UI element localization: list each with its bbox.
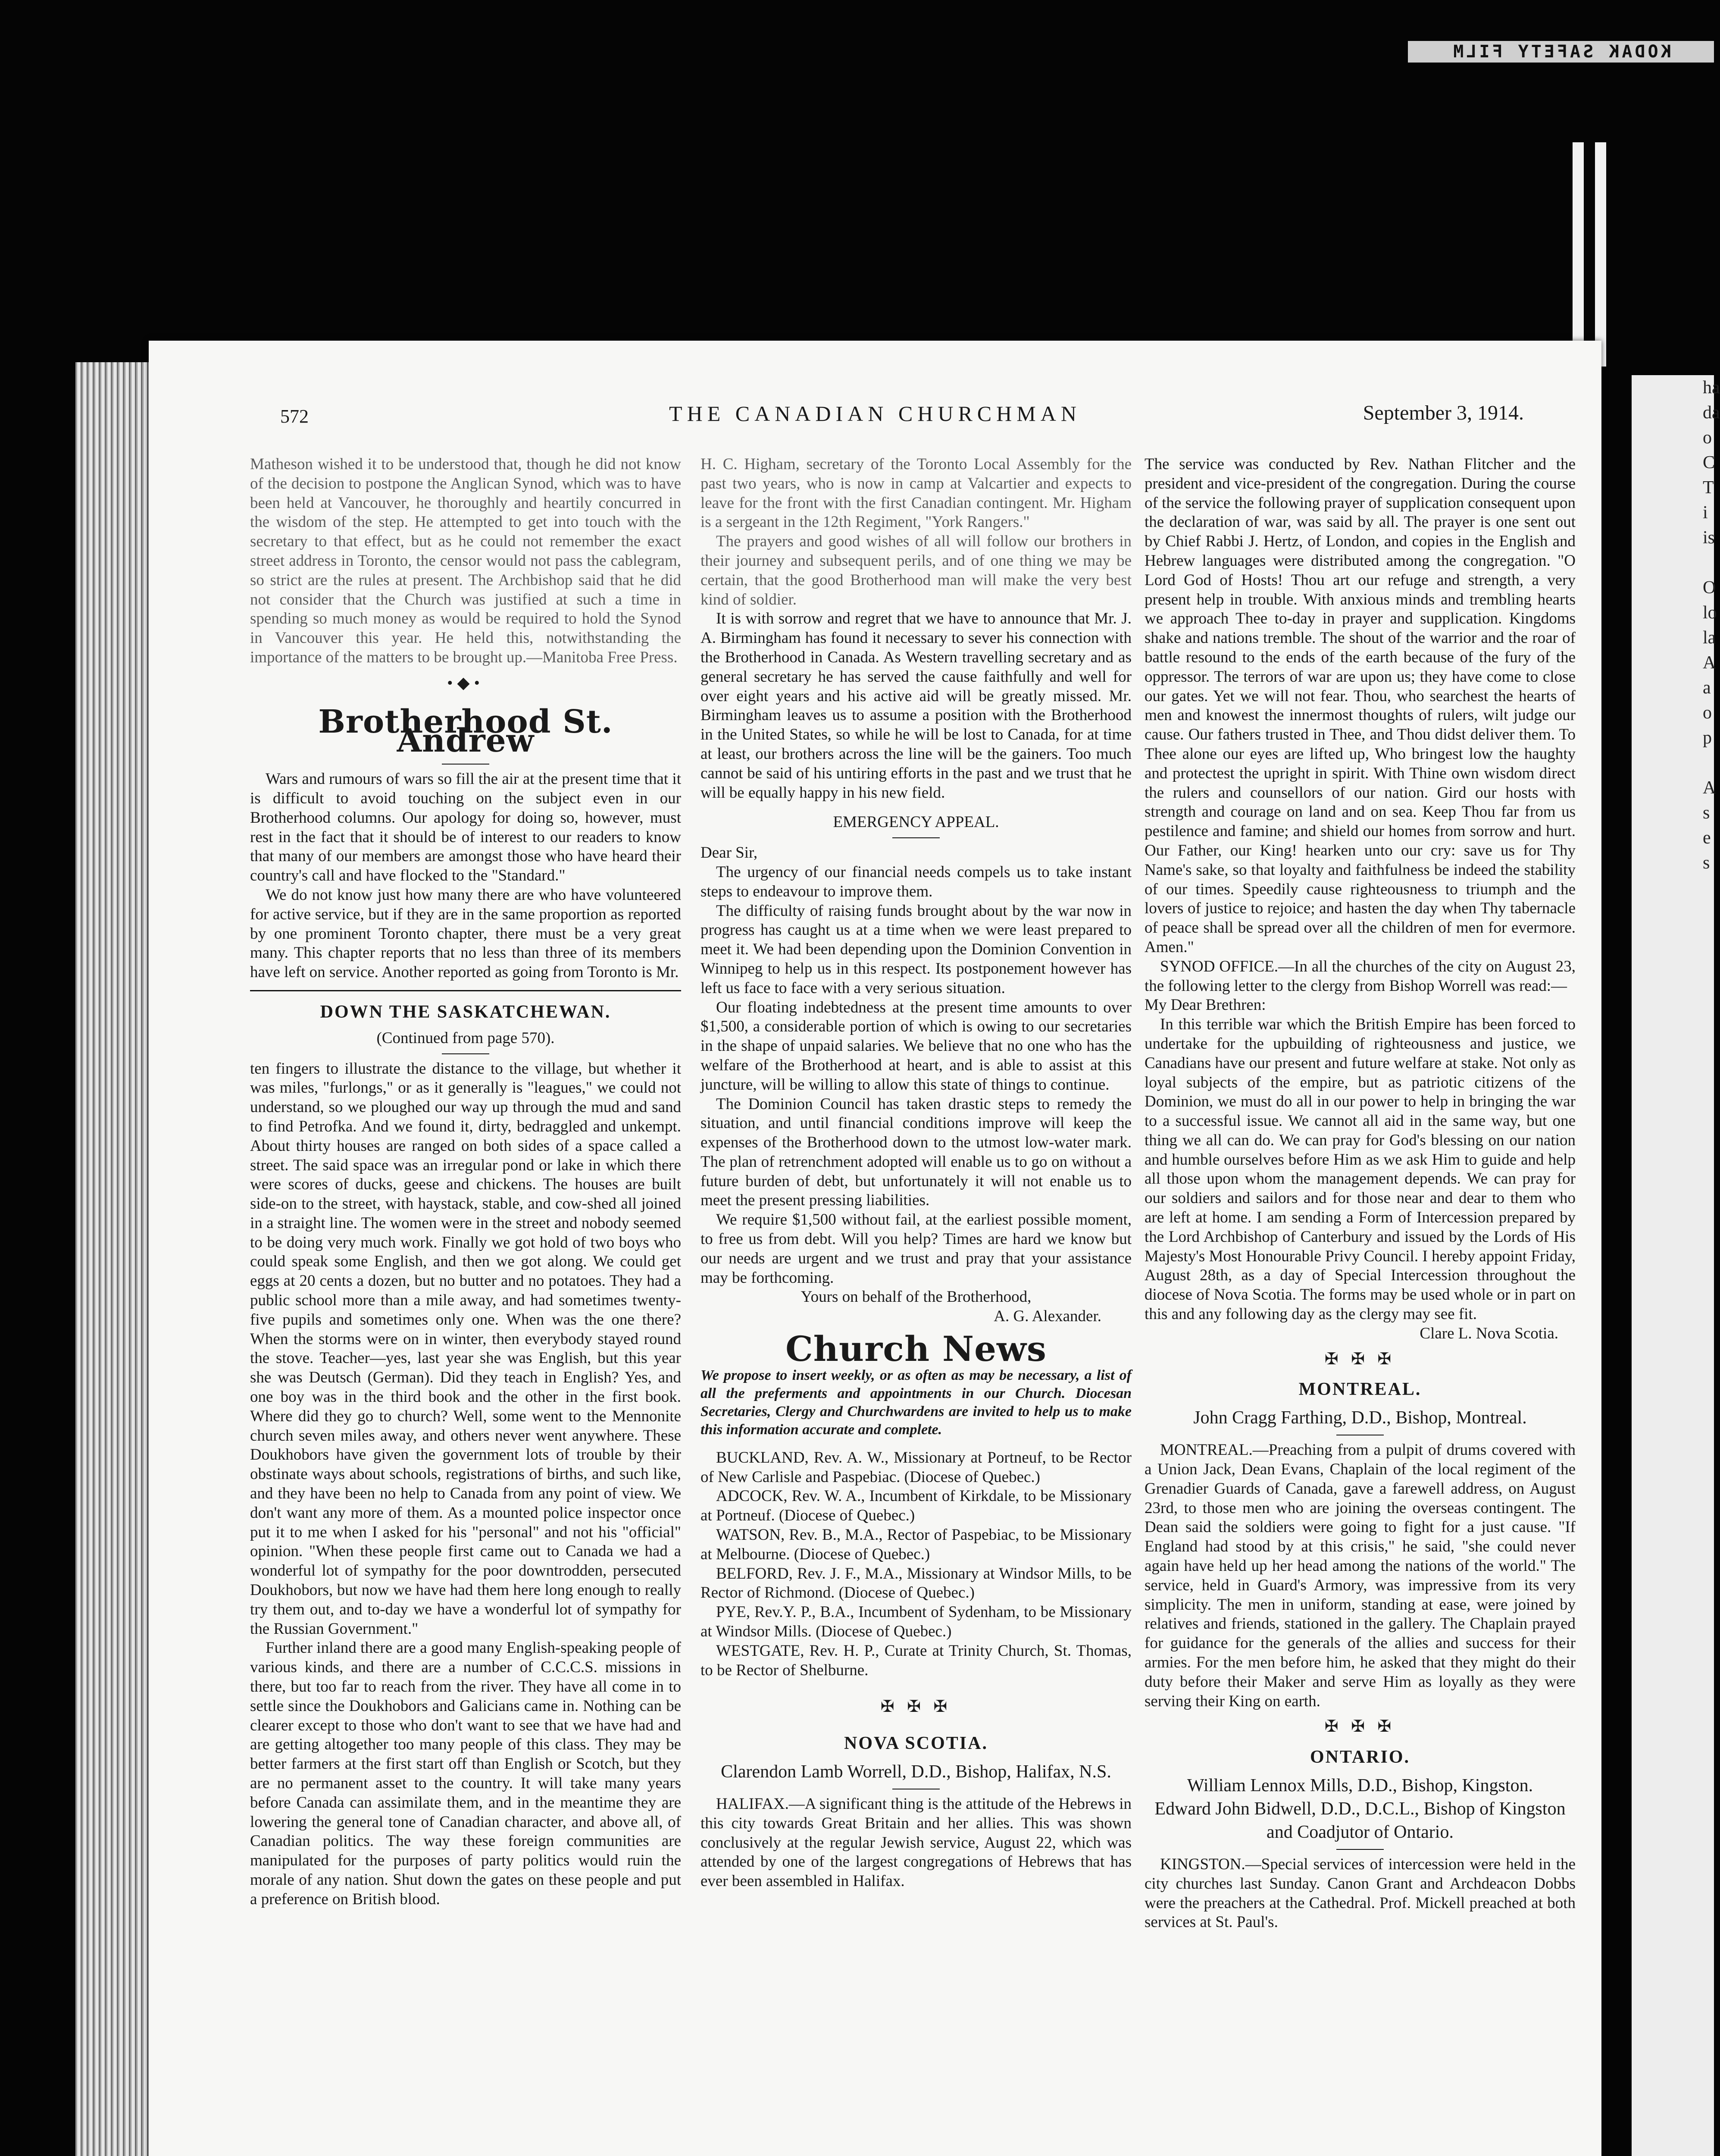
- paragraph: ten fingers to illustrate the distance to the village, but whether it was miles, "furlongs," or as it generally is "leagues," we could not understand, so we ploughed our way up through the mud and sand to find Petrofka. And we found it, dirty, bedraggled and unkempt. About thirty houses are ranged on both sides of a space called a street. The said space was an irregular pond or lake in which there were scores of ducks, geese and chickens. The houses are built side-on to the street, with haystack, stable, and cow-shed all joined in a straight line. The women were in the street and nobody seemed to be doing very much work. Finally we got hold of two boys who could speak some English, and then we got along. We could get eggs at 20 cents a dozen, but no butter and no potatoes. They had a public school more than a mile away, and had sometimes twenty-five pupils and sometimes only one. When was the one there? When the storms were on in winter, then everybody stayed round the stove. Teacher—yes, last year she was English, but this year she was Deutsch (German). Did they teach in English? Yes, and one boy was in the third book and the other in the first book. Where did they go to church? Well, some went to the Mennonite church seven miles away, and others never went anywhere. These Doukhobors have given the government lots of trouble by their obstinate ways about schools, registrations of births, and such like, and they have been no help to Canada from any point of view. We don't want any more of them. As a mounted police inspector once put it to me when I asked for his "personal" and not his "official" opinion. "When these people first came out to Canada we had a wonderful lot of sympathy for the poor downtrodden, persecuted Doukhobors, but now we have had them here long enough to really try them out, and to-day we have a wonderful lot of sympathy for the Russian Government.": [250, 1059, 681, 1638]
- diocese-title-ontario: ONTARIO.: [1310, 1747, 1410, 1767]
- divider: [1336, 1849, 1384, 1850]
- section-title-appeal: EMERGENCY APPEAL.: [833, 813, 999, 831]
- church-news-intro: We propose to insert weekly, or as often as may be necessary, a list of all the preferments and appointments in our Church. Diocesan Secretaries, Clergy and Churchwardens are invited to help us to make this information accurate and complete.: [701, 1367, 1132, 1438]
- divider: [442, 764, 489, 765]
- next-page-fragment: O: [1703, 578, 1716, 598]
- paragraph: The difficulty of raising funds brought about by the war now in progress has caught us at a time when we were least prepared to meet it. We had been depending upon the Dominion Convention in Winnipeg to help us in this respect. Its postponement however has left us face to face with a very serious situation.: [701, 902, 1132, 997]
- paragraph: Further inland there are a good many English-speaking people of various kinds, and there are a number of C.C.C.S. missions in there, but too far to reach from the river. They have all come in to settle since the Doukhobors and Galicians came in. Nothing can be clearer except to those who don't want to see that we have had and are getting altogether too many people of this class. They may be better farmers at the first start off than English or Scotch, but they are no permanent asset to the country. It will take many years before Canada can assimilate them, and in the meantime they are lowering the general tone of Canadian character, and above all, of Canadian politics. The way these foreign communities are manipulated for the purposes of party politics would ruin the morale of any nation. Shut down the gates on these people and put a preference on British blood.: [250, 1639, 681, 1908]
- issue-date: September 3, 1914.: [1363, 401, 1524, 424]
- salutation: Dear Sir,: [701, 844, 758, 862]
- article-title-saskatchewan: DOWN THE SASKATCHEWAN.: [320, 1002, 611, 1022]
- closing: Yours on behalf of the Brotherhood,: [801, 1288, 1032, 1306]
- next-page-fragment: lo: [1703, 603, 1717, 623]
- divider: [442, 1053, 489, 1054]
- film-mark-bar: [1573, 142, 1584, 367]
- page-header: [149, 401, 1601, 431]
- list-item: WESTGATE, Rev. H. P., Curate at Trinity Church, St. Thomas, to be Rector of Shelburne.: [701, 1642, 1132, 1679]
- signature: A. G. Alexander.: [994, 1307, 1101, 1326]
- paragraph: SYNOD OFFICE.—In all the churches of the city on August 23, the following letter to the clergy from Bishop Worrell was read:—: [1145, 957, 1576, 995]
- masthead: THE CANADIAN CHURCHMAN: [669, 401, 1081, 426]
- next-page-fragment: s: [1703, 853, 1710, 873]
- next-page-fragment: [1632, 750, 1714, 775]
- next-page-fragment: i: [1703, 503, 1708, 523]
- next-page-fragment: o: [1703, 703, 1712, 723]
- list-item: BUCKLAND, Rev. A. W., Missionary at Portneuf, to be Rector of New Carlisle and Paspebiac. (Diocese of Quebec.): [701, 1448, 1132, 1486]
- stars-divider: ✠ ✠ ✠: [1324, 1717, 1396, 1736]
- paragraph: The service was conducted by Rev. Nathan Flitcher and the president and vice-president of the congregation. During the course of the service the following prayer of supplication consequent upon the declaration of war, was said by all. The prayer is one sent out by Chief Rabbi J. Hertz, of London, and copies in the English and Hebrew languages were distributed among the congregation. "O Lord God of Hosts! Thou art our refuge and strength, a very present help in trouble. With anxious minds and trembling hearts we approach Thee to-day in prayer and supplication. Kingdoms shake and nations tremble. The shout of the warrior and the roar of battle resound to the ends of the earth because of the fury of the oppressor. The terrors of war are upon us; they have come to close our gates. Yet we will not fear. Thou, who searchest the hearts of men and knowest the innermost thoughts of rulers, wilt judge our cause. Our fathers trusted in Thee, and Thou didst deliver them. To Thee alone our eyes are lifted up, Who bringest low the haughty and protectest the upright in spirit. With Thine own wisdom direct the rulers and counsellors of our nation. Gird our hosts with strength and courage on land and on sea. Keep Thou far from us pestilence and famine; and shield our homes from sorrow and hurt. Our Father, our King! hearken unto our cry: save us for Thy Name's sake, so that loyalty and faithfulness be indeed the stability of our times. Speedily cause righteousness to triumph and the lovers of justice to rejoice; and hasten the day when Thy tabernacle of peace shall be spread over all the children of men for evermore. Amen.": [1145, 455, 1576, 956]
- next-page-fragment: a: [1703, 678, 1711, 698]
- paragraph: H. C. Higham, secretary of the Toronto Local Assembly for the past two years, who is now in camp at Valcartier and expects to leave for the front with the first Canadian contingent. Mr. Higham is a sergeant in the 12th Regiment, "York Rangers.": [701, 455, 1132, 531]
- stars-divider: ✠ ✠ ✠: [880, 1698, 952, 1716]
- next-page-fragment: A: [1703, 778, 1716, 798]
- film-edge-label: KODAK SAFETY FILM: [1408, 41, 1714, 63]
- paragraph: We do not know just how many there are who have volunteered for active service, but if they are in the same proportion as reported by one prominent Toronto chapter, there must be a very great many. This chapter reports that no less than three of its members have left on service. Another reported as going from Toronto is Mr.: [250, 886, 681, 981]
- diocese-title-montreal: MONTREAL.: [1298, 1379, 1422, 1400]
- paragraph: The prayers and good wishes of all will follow our brothers in their journey and subsequent perils, and of one thing we may be certain, that the good Brotherhood man will make the very best kind of soldier.: [701, 533, 1132, 608]
- next-page-fragment: la: [1703, 628, 1716, 648]
- next-page-fragment: T: [1703, 478, 1714, 498]
- continued-note: (Continued from page 570).: [376, 1029, 555, 1047]
- ornament-divider: •◆•: [447, 674, 484, 692]
- next-page-fragment: da: [1703, 403, 1720, 423]
- paragraph: The urgency of our financial needs compels us to take instant steps to endeavour to improve them.: [701, 863, 1132, 900]
- stars-divider: ✠ ✠ ✠: [1324, 1350, 1396, 1368]
- paragraph: Wars and rumours of wars so fill the air at the present time that it is difficult to avoid touching on the subject even in our Brotherhood columns. Our apology for doing so, however, must rest in the fact that it should be of interest to our readers to know that many of our members are amongst those who have heard their country's call and have flocked to the "Standard.": [250, 770, 681, 885]
- film-mark-bar: [1595, 142, 1606, 367]
- paragraph: MONTREAL.—Preaching from a pulpit of drums covered with a Union Jack, Dean Evans, Chaplain of the local regiment of the Grenadier Guards of Canada, gave a farewell address, on August 23rd, to those men who are joining the overseas contingent. The Dean said the soldiers were going to fight for a just cause. "If England had stood by at this crisis," he said, "she could never again have held up her head among the nations of the world." The service, held in Guard's Armory, was impressive from its very simplicity. The men in uniform, standing at ease, were joined by relatives and friends, stationed in the gallery. The Chaplain prayed for guidance for the generals of the allies and success for their armies. For the men before him, he asked that they might do their duty before their Maker and serve Him as loyally as they were serving their King on earth.: [1145, 1441, 1576, 1710]
- section-title-church-news: Church News: [785, 1329, 1047, 1369]
- paragraph: It is with sorrow and regret that we have to announce that Mr. J. A. Birmingham has found it necessary to sever his connection with the Brotherhood in Canada. As Western travelling secretary and as general secretary he has served the cause faithfully and well for over eight years and his active aid will be greatly missed. Mr. Birmingham leaves us to assume a position with the Brotherhood in the United States, so while he will be lost to Canada, for at time at least, our brothers across the line will be the gainers. Too much cannot be said of his untiring efforts in the past and we trust that he will be equally happy in his new field.: [701, 610, 1132, 802]
- paragraph: Matheson wished it to be understood that, though he did not know of the decision to postpone the Anglican Synod, which was to have been held at Vancouver, he thoroughly and heartily concurred in the wisdom of the step. He attempted to get into touch with the secretary to that effect, but as he could not remember the exact street address in Toronto, the censor would not pass the cablegram, so strict are the rules at present. The Archbishop said that he did not consider that the Church was justified at such a time in spending so much money as would be required to hold the Synod in Vancouver this year. He held this, notwithstanding the importance of the matters to be brought up.—Manitoba Free Press.: [250, 455, 681, 666]
- list-item: BELFORD, Rev. J. F., M.A., Missionary at Windsor Mills, to be Rector of Richmond. (Diocese of Quebec.): [701, 1564, 1132, 1602]
- paragraph: In this terrible war which the British Empire has been forced to undertake for the upbuilding of righteousness and justice, we Canadians have our present and future welfare at stake. Not only as loyal subjects of the empire, but as patriotic citizens of the Dominion, we must do all in our power to help in bringing the war to a successful issue. We cannot all aid in the same way, but one thing we all can do. We can pray for God's blessing on our nation and humble ourselves before Him as we ask Him to guide and help all those upon whom the management depends. We can pray for our soldiers and sailors and for those near and dear to them who are left at home. I am sending a Form of Intercession prepared by the Lord Archbishop of Canterbury and issued by the Lords of His Majesty's Most Honourable Privy Council. I hereby appoint Friday, August 28th, as a day of Special Intercession throughout the diocese of Nova Scotia. The forms may be used whole or in part on this and any following day as the clergy may see fit.: [1145, 1015, 1576, 1323]
- column-left: [250, 455, 681, 1909]
- page-number: 572: [280, 406, 309, 427]
- next-page-fragment: p: [1703, 728, 1712, 748]
- next-page-fragment: A: [1703, 653, 1716, 673]
- bishop-line: William Lennox Mills, D.D., Bishop, Kingston.: [1187, 1776, 1533, 1796]
- divider: [250, 990, 681, 991]
- paragraph: KINGSTON.—Special services of intercession were held in the city churches last Sunday. Canon Grant and Archdeacon Dobbs were the preachers at the Cathedral. Prof. Mickell preached at both services at St. Paul's.: [1145, 1855, 1576, 1931]
- next-page-fragment: o: [1703, 428, 1712, 448]
- newspaper-page: [149, 341, 1601, 2156]
- paragraph: The Dominion Council has taken drastic steps to remedy the situation, and until financial conditions improve will keep the expenses of the Brotherhood down to the utmost low-water mark. The plan of retrenchment adopted will enable us to go on without a future burden of debt, but unfortunately it will not enable us to meet the present pressing liabilities.: [701, 1095, 1132, 1210]
- next-page-fragment: is: [1703, 528, 1715, 548]
- next-page-fragment: C: [1703, 453, 1715, 473]
- list-item: WATSON, Rev. B., M.A., Rector of Paspebiac, to be Missionary at Melbourne. (Diocese of Quebec.): [701, 1526, 1132, 1563]
- next-page-fragment: e: [1703, 828, 1711, 848]
- bishop-line: Edward John Bidwell, D.D., D.C.L., Bishop of Kingston and Coadjutor of Ontario.: [1154, 1799, 1566, 1842]
- column-right: [1145, 455, 1576, 1932]
- paragraph: Our floating indebtedness at the present time amounts to over $1,500, a considerable portion of which is owing to our secretaries in the shape of unpaid salaries. We believe that no one who has the welfare of the Brotherhood at heart, and is able to assist at this juncture, will be willing to allow this state of things to continue.: [701, 998, 1132, 1094]
- list-item: PYE, Rev.Y. P., B.A., Incumbent of Sydenham, to be Missionary at Windsor Mills. (Diocese of Quebec.): [701, 1603, 1132, 1641]
- next-page-fragment: s: [1703, 803, 1710, 823]
- divider: [892, 837, 940, 838]
- salutation: My Dear Brethren:: [1145, 996, 1266, 1014]
- paragraph: HALIFAX.—A significant thing is the attitude of the Hebrews in this city towards Great Britain and her allies. This was shown conclusively at the regular Jewish service, August 22, which was attended by one of the largest congregations of Hebrews that has ever been assembled in Halifax.: [701, 1795, 1132, 1890]
- section-title-brotherhood: Brotherhood St. Andrew: [318, 703, 613, 760]
- list-item: ADCOCK, Rev. W. A., Incumbent of Kirkdale, to be Missionary at Portneuf. (Diocese of Quebec.): [701, 1487, 1132, 1525]
- paragraph: We require $1,500 without fail, at the earliest possible moment, to free us from debt. Will you help? Times are hard we know but our needs are urgent and we trust and pray that your assistance may be forthcoming.: [701, 1211, 1132, 1287]
- next-page-fragment: [1632, 550, 1714, 575]
- next-page-edge: [1632, 375, 1720, 2156]
- next-page-fragment: ha: [1703, 378, 1720, 398]
- diocese-title-nova-scotia: NOVA SCOTIA.: [844, 1733, 988, 1754]
- signature: Clare L. Nova Scotia.: [1420, 1324, 1558, 1342]
- bishop-line: Clarendon Lamb Worrell, D.D., Bishop, Halifax, N.S.: [721, 1762, 1111, 1782]
- bishop-line: John Cragg Farthing, D.D., Bishop, Montreal.: [1193, 1408, 1527, 1428]
- column-middle: [701, 455, 1132, 1891]
- appointments-list: [701, 1448, 1132, 1680]
